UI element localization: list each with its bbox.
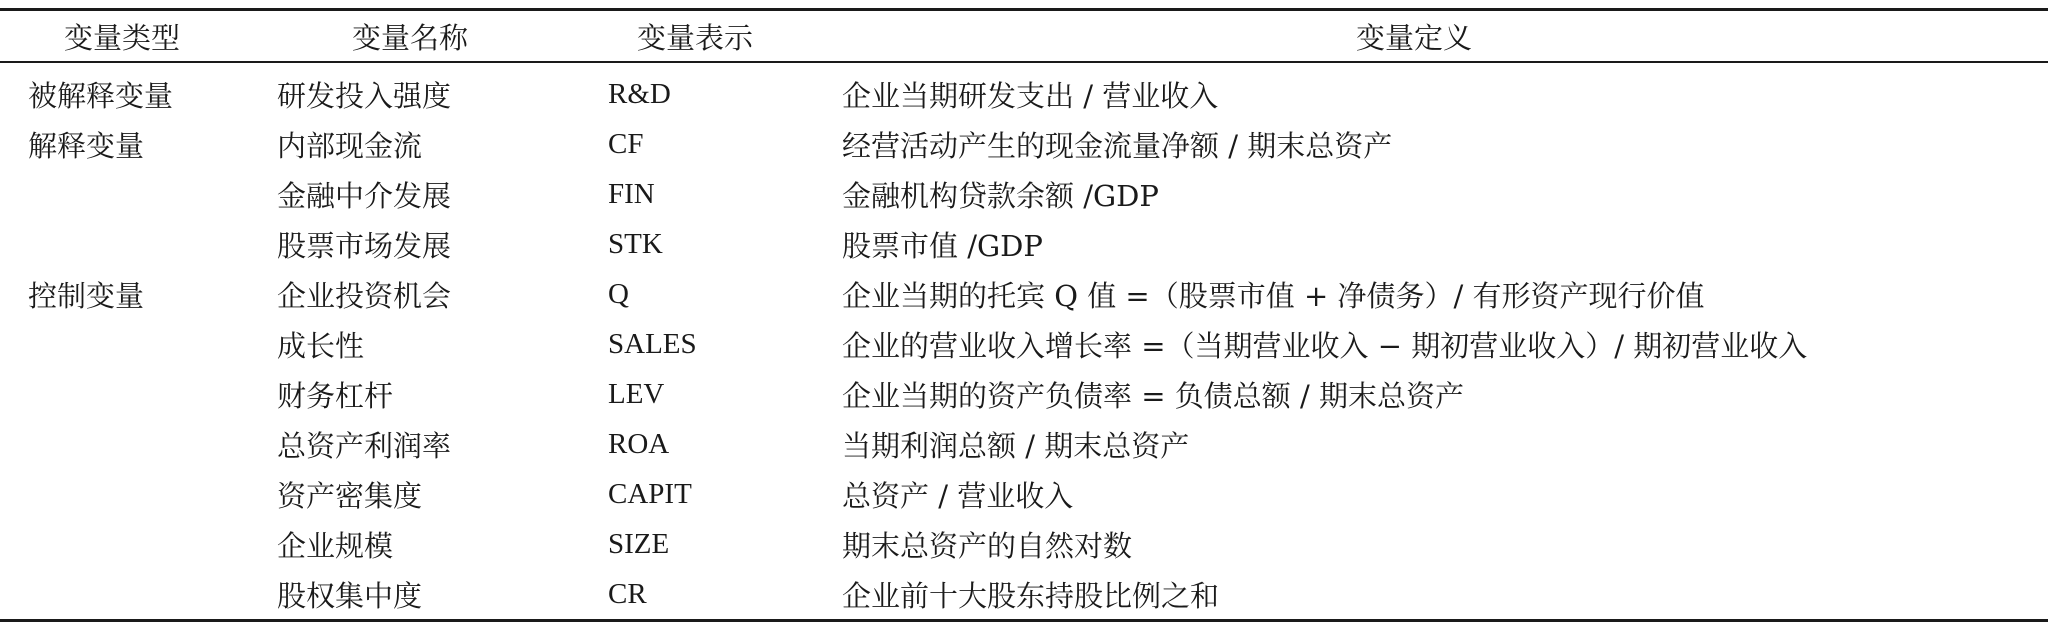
- table-row: [0, 62, 2048, 119]
- table-row: [0, 169, 2048, 219]
- cell-symbol: FIN: [608, 177, 655, 210]
- cell-name: 金融中介发展: [277, 178, 452, 213]
- table-row: [0, 369, 2048, 419]
- header-row: [0, 10, 2048, 63]
- cell-symbol: CAPIT: [608, 477, 692, 510]
- cell-type: [0, 369, 260, 419]
- header-variable-name: 变量名称: [352, 20, 469, 55]
- cell-symbol: SIZE: [608, 527, 670, 560]
- cell-definition: 股票市值 /GDP: [842, 228, 1043, 263]
- cell-definition: 企业前十大股东持股比例之和: [842, 578, 1220, 613]
- cell-definition: 当期利润总额 / 期末总资产: [842, 428, 1190, 463]
- cell-definition: 经营活动产生的现金流量净额 / 期末总资产: [842, 128, 1393, 163]
- cell-name: 成长性: [277, 328, 365, 363]
- header-variable-type: 变量类型: [64, 20, 181, 55]
- table-row: [0, 569, 2048, 621]
- table-row: [0, 269, 2048, 319]
- table-body: [0, 62, 2048, 621]
- cell-symbol: LEV: [608, 377, 665, 410]
- table-header: [0, 10, 2048, 63]
- cell-type: [0, 219, 260, 269]
- cell-type: 控制变量: [28, 278, 145, 313]
- cell-symbol: SALES: [608, 327, 697, 360]
- table-row: [0, 469, 2048, 519]
- cell-definition: 企业当期研发支出 / 营业收入: [842, 78, 1219, 113]
- cell-definition: 总资产 / 营业收入: [842, 478, 1074, 513]
- table-row: [0, 319, 2048, 369]
- cell-name: 股票市场发展: [277, 228, 452, 263]
- cell-symbol: ROA: [608, 427, 670, 460]
- cell-type: [0, 169, 260, 219]
- cell-definition: 金融机构贷款余额 /GDP: [842, 178, 1159, 213]
- table-row: [0, 219, 2048, 269]
- cell-type: [0, 419, 260, 469]
- cell-type: 被解释变量: [28, 78, 174, 113]
- cell-symbol: Q: [608, 277, 629, 310]
- variable-definition-table: [0, 8, 2048, 622]
- cell-symbol: CF: [608, 127, 644, 160]
- cell-type: [0, 519, 260, 569]
- table-row: [0, 419, 2048, 469]
- header-variable-symbol: 变量表示: [637, 20, 754, 55]
- cell-name: 内部现金流: [277, 128, 423, 163]
- cell-name: 资产密集度: [277, 478, 423, 513]
- cell-name: 研发投入强度: [277, 78, 452, 113]
- cell-type: [0, 319, 260, 369]
- header-variable-definition: 变量定义: [1356, 20, 1473, 55]
- cell-definition: 企业的营业收入增长率 =（当期营业收入 − 期初营业收入）/ 期初营业收入: [842, 328, 1808, 363]
- cell-name: 企业投资机会: [277, 278, 452, 313]
- cell-definition: 企业当期的资产负债率 = 负债总额 / 期末总资产: [842, 378, 1464, 413]
- cell-type: [0, 569, 260, 621]
- cell-symbol: R&D: [608, 77, 671, 110]
- cell-name: 股权集中度: [277, 578, 423, 613]
- cell-name: 企业规模: [277, 528, 394, 563]
- table-row: [0, 119, 2048, 169]
- cell-symbol: CR: [608, 577, 647, 610]
- cell-name: 财务杠杆: [277, 378, 394, 413]
- table-row: [0, 519, 2048, 569]
- cell-symbol: STK: [608, 227, 663, 260]
- cell-name: 总资产利润率: [277, 428, 452, 463]
- cell-definition: 企业当期的托宾 Q 值 =（股票市值 + 净债务）/ 有形资产现行价值: [842, 278, 1705, 313]
- cell-type: 解释变量: [28, 128, 145, 163]
- cell-definition: 期末总资产的自然对数: [842, 528, 1133, 563]
- cell-type: [0, 469, 260, 519]
